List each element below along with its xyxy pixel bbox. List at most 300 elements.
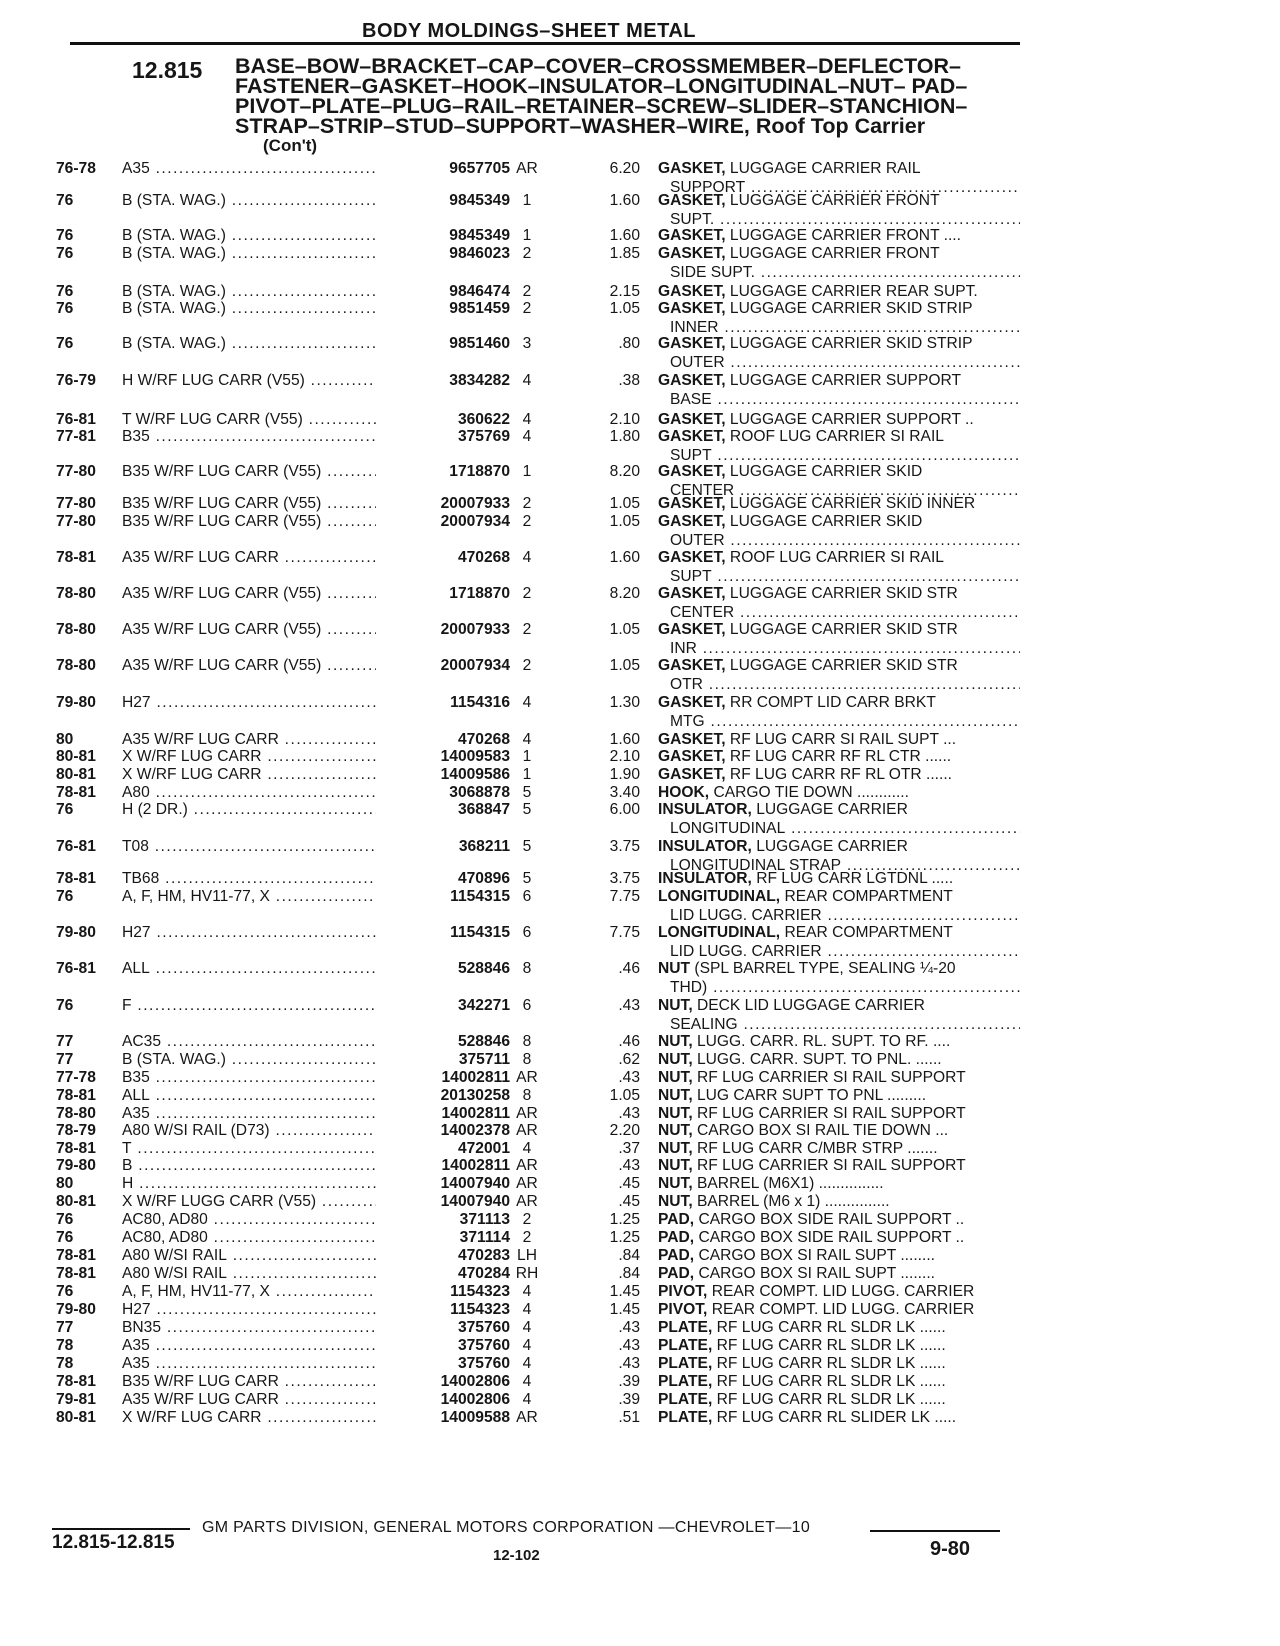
description-keyword: GASKET, [658,372,726,389]
description-keyword: NUT, [658,997,693,1014]
model-application: B (STA. WAG.) ..... [122,1051,404,1070]
part-number: 9851459 [376,300,510,319]
model-application: B35 W/RF LUG CARR (V55) ..... [122,463,404,482]
description-keyword: PLATE, [658,1319,713,1336]
quantity: 5 [522,784,532,801]
part-number: 375769 [376,428,510,447]
model-application: A35 W/RF LUG CARR ..... [122,731,404,750]
quantity: 2 [522,495,532,512]
price: 1.60 [609,192,640,209]
description-text: LUGGAGE CARRIER SUPPORT .. [725,411,974,428]
quantity: 4 [522,1301,532,1318]
quantity: AR [516,1157,538,1174]
part-number: 20007933 [376,495,510,514]
price: .45 [618,1175,640,1192]
model-application: AC80, AD80 ..... [122,1211,404,1230]
description-text: BARREL (M6X1) ............... [692,1175,884,1192]
model-application: B (STA. WAG.) ..... [122,192,404,211]
quantity: 4 [522,694,532,711]
quantity: 4 [522,411,532,428]
description-keyword: NUT, [658,1157,693,1174]
quantity: 2 [522,283,532,300]
part-description [658,1373,1020,1392]
description-keyword: NUT, [658,1193,693,1210]
part-number: 9657705 [376,160,510,179]
description-text: CARGO BOX SI RAIL SUPT ........ [694,1265,936,1282]
part-description [658,585,1020,622]
part-number: 1154316 [376,694,510,713]
description-text: (SPL BARREL TYPE, SEALING ¼-20 [690,960,956,977]
description-keyword: GASKET, [658,513,726,530]
year-range: 78-81 [56,1087,96,1104]
year-range: 76 [56,1283,74,1300]
part-number: 14002806 [376,1373,510,1392]
year-range: 78-79 [56,1122,96,1139]
model-application: ALL ..... [122,1087,404,1106]
price: 1.05 [609,621,640,638]
description-text: RF LUG CARRIER SI RAIL SUPPORT [692,1105,966,1122]
model-application: X W/RF LUGG CARR (V55) ..... [122,1193,404,1212]
price: 1.60 [609,549,640,566]
price: .43 [618,1319,640,1336]
description-continuation: THD) ..... [658,979,1020,998]
year-range: 79-80 [56,1157,96,1174]
part-description [658,1319,1020,1338]
description-keyword: NUT, [658,1033,693,1050]
model-application: B (STA. WAG.) ..... [122,335,404,354]
description-text: LUGG. CARR. RL. SUPT. TO RF. .... [692,1033,951,1050]
model-application: B (STA. WAG.) ..... [122,300,404,319]
model-application: AC80, AD80 ..... [122,1229,404,1248]
parts-row [0,621,1280,661]
description-continuation: SUPT ..... [658,568,1020,587]
part-description [658,1051,1020,1070]
quantity: 2 [522,657,532,674]
year-range: 80 [56,1175,74,1192]
description-keyword: PIVOT, [658,1283,708,1300]
price: .43 [618,1157,640,1174]
year-range: 77 [56,1033,74,1050]
year-range: 76-81 [56,960,96,977]
year-range: 78-80 [56,585,96,602]
description-continuation: SIDE SUPT. ..... [658,264,1020,283]
description-text: REAR COMPT. LID LUGG. CARRIER [707,1283,975,1300]
part-description [658,1301,1020,1320]
price: 2.20 [609,1122,640,1139]
price: 3.40 [609,784,640,801]
continued-label: (Con't) [263,136,318,155]
part-number: 1154323 [376,1301,510,1320]
year-range: 78-80 [56,657,96,674]
parts-row [0,335,1280,375]
model-application: T08 ..... [122,838,404,857]
part-number: 1154315 [376,888,510,907]
description-text: RF LUG CARR RL SLDR LK ...... [712,1337,946,1354]
model-application: AC35 ..... [122,1033,404,1052]
part-number: 1154315 [376,924,510,943]
part-number: 1718870 [376,463,510,482]
year-range: 80-81 [56,1193,96,1210]
description-continuation: SUPT. ..... [658,211,1020,230]
description-text: LUGGAGE CARRIER FRONT .... [725,227,961,244]
price: .43 [618,997,640,1014]
model-application: H (2 DR.) ..... [122,801,404,820]
price: .51 [618,1409,640,1426]
description-keyword: GASKET, [658,245,726,262]
description-text: CARGO BOX SIDE RAIL SUPPORT .. [694,1211,965,1228]
price: .62 [618,1051,640,1068]
model-application: B ..... [122,1157,404,1176]
price: 1.05 [609,300,640,317]
parts-row [0,997,1280,1037]
description-keyword: GASKET, [658,549,726,566]
description-keyword: LONGITUDINAL, [658,888,781,905]
description-text: LUGGAGE CARRIER SKID INNER [725,495,976,512]
description-keyword: NUT, [658,1105,693,1122]
part-description [658,1069,1020,1088]
part-number: 528846 [376,1033,510,1052]
year-range: 78 [56,1337,74,1354]
part-description [658,1337,1020,1356]
part-number: 470268 [376,549,510,568]
model-application: B35 W/RF LUG CARR (V55) ..... [122,495,404,514]
description-text: CARGO BOX SI RAIL SUPT ........ [694,1247,936,1264]
year-range: 76-79 [56,372,96,389]
quantity: 2 [522,300,532,317]
quantity: 2 [522,1211,532,1228]
description-keyword: PIVOT, [658,1301,708,1318]
model-application: B35 ..... [122,1069,404,1088]
description-text: ROOF LUG CARRIER SI RAIL [725,428,944,445]
part-number: 14002811 [376,1069,510,1088]
description-keyword: PAD, [658,1211,695,1228]
part-description [658,428,1020,465]
quantity: 4 [522,1373,532,1390]
part-description [658,960,1020,997]
part-description [658,1247,1020,1266]
price: .39 [618,1391,640,1408]
quantity: AR [516,1069,538,1086]
description-keyword: GASKET, [658,621,726,638]
part-number: 1154323 [376,1283,510,1302]
description-keyword: PLATE, [658,1373,713,1390]
year-range: 79-80 [56,694,96,711]
price: 8.20 [609,585,640,602]
part-description [658,1105,1020,1124]
model-application: A35 W/RF LUG CARR (V55) ..... [122,621,404,640]
description-continuation: LONGITUDINAL ..... [658,820,1020,839]
parts-row [0,960,1280,1000]
part-description [658,549,1020,586]
part-description [658,766,1020,785]
model-application: A80 W/SI RAIL ..... [122,1265,404,1284]
part-number: 528846 [376,960,510,979]
price: 8.20 [609,463,640,480]
description-continuation: LID LUGG. CARRIER ..... [658,943,1020,962]
description-text: LUGGAGE CARRIER SKID [725,513,923,530]
footer-rule-right [870,1530,1000,1532]
description-text: REAR COMPARTMENT [780,888,953,905]
description-text: LUGGAGE CARRIER SKID STRIP [725,335,973,352]
description-keyword: INSULATOR, [658,838,752,855]
description-continuation: OTR ..... [658,676,1020,695]
quantity: AR [516,1105,538,1122]
part-description [658,1157,1020,1176]
description-keyword: GASKET, [658,657,726,674]
description-keyword: INSULATOR, [658,870,752,887]
parts-row [0,585,1280,625]
description-keyword: PAD, [658,1229,695,1246]
part-number: 20007934 [376,657,510,676]
part-number: 375711 [376,1051,510,1070]
part-description [658,1087,1020,1106]
year-range: 78-81 [56,1247,96,1264]
description-keyword: GASKET, [658,495,726,512]
description-keyword: GASKET, [658,748,726,765]
price: 1.45 [609,1301,640,1318]
description-text: CARGO BOX SI RAIL TIE DOWN ... [692,1122,949,1139]
model-application: X W/RF LUG CARR ..... [122,1409,404,1428]
year-range: 80-81 [56,748,96,765]
model-application: A35 ..... [122,1337,404,1356]
price: 2.15 [609,283,640,300]
price: .84 [618,1265,640,1282]
part-description [658,1193,1020,1212]
price: .37 [618,1140,640,1157]
part-description [658,192,1020,229]
model-application: A35 ..... [122,160,404,179]
description-keyword: GASKET, [658,160,726,177]
section-title-line-4: STRAP–STRIP–STUD–SUPPORT–WASHER–WIRE, Roof Top Carrier [235,114,926,138]
quantity: 4 [522,1391,532,1408]
year-range: 78-81 [56,784,96,801]
description-text: LUGGAGE CARRIER [751,801,908,818]
footer-page-number: 12-102 [493,1547,540,1564]
quantity: 4 [522,1140,532,1157]
part-description [658,513,1020,550]
price: 2.10 [609,411,640,428]
part-description [658,1355,1020,1374]
price: .80 [618,335,640,352]
year-range: 76-81 [56,411,96,428]
year-range: 79-81 [56,1391,96,1408]
price: 6.20 [609,160,640,177]
quantity: 4 [522,1319,532,1336]
model-application: F ..... [122,997,404,1016]
parts-row [0,694,1280,734]
description-text: RF LUG CARR RF RL CTR ...... [725,748,952,765]
part-description [658,495,1020,514]
model-application: BN35 ..... [122,1319,404,1338]
description-continuation: CENTER ..... [658,482,1020,501]
description-keyword: LONGITUDINAL, [658,924,781,941]
year-range: 76 [56,283,74,300]
part-description [658,227,1020,246]
part-number: 470268 [376,731,510,750]
year-range: 79-80 [56,924,96,941]
description-text: ROOF LUG CARRIER SI RAIL [725,549,944,566]
description-text: RF LUG CARR RL SLDR LK ...... [712,1355,946,1372]
model-application: B (STA. WAG.) ..... [122,227,404,246]
price: 1.45 [609,1283,640,1300]
model-application: B35 ..... [122,428,404,447]
part-description [658,245,1020,282]
part-number: 3068878 [376,784,510,803]
quantity: 1 [522,748,532,765]
part-number: 470283 [376,1247,510,1266]
description-text: LUGGAGE CARRIER SKID [725,463,923,480]
part-number: 342271 [376,997,510,1016]
year-range: 78-81 [56,870,96,887]
year-range: 76-81 [56,838,96,855]
description-keyword: NUT, [658,1140,693,1157]
part-description [658,1033,1020,1052]
quantity: RH [515,1265,539,1282]
description-keyword: GASKET, [658,463,726,480]
year-range: 80-81 [56,766,96,783]
year-range: 76 [56,1229,74,1246]
year-range: 77-80 [56,463,96,480]
description-keyword: PAD, [658,1247,695,1264]
quantity: AR [516,160,538,177]
model-application: B35 W/RF LUG CARR (V55) ..... [122,513,404,532]
model-application: ALL ..... [122,960,404,979]
part-number: 14007940 [376,1193,510,1212]
section-title-line-3: PIVOT–PLATE–PLUG–RAIL–RETAINER–SCREW–SLIDER–STANCHION– [235,94,968,118]
part-description [658,1283,1020,1302]
model-application: H W/RF LUG CARR (V55) ..... [122,372,404,391]
description-text: RF LUG CARR LGTDNL ..... [751,870,954,887]
price: .39 [618,1373,640,1390]
price: .46 [618,1033,640,1050]
quantity: AR [516,1193,538,1210]
description-text: LUGGAGE CARRIER SUPPORT [725,372,961,389]
page-header-title: BODY MOLDINGS–SHEET METAL [362,20,697,42]
price: 1.25 [609,1229,640,1246]
description-text: RF LUG CARR SI RAIL SUPT ... [725,731,957,748]
description-keyword: GASKET, [658,283,726,300]
part-description [658,888,1020,925]
quantity: 2 [522,513,532,530]
part-number: 14002378 [376,1122,510,1141]
quantity: 6 [522,888,532,905]
part-number: 371113 [376,1211,510,1230]
year-range: 76 [56,888,74,905]
quantity: 4 [522,1337,532,1354]
part-number: 368847 [376,801,510,820]
year-range: 77 [56,1319,74,1336]
part-description [658,1175,1020,1194]
year-range: 77-80 [56,513,96,530]
description-continuation: SEALING ..... [658,1016,1020,1035]
model-application: T ..... [122,1140,404,1159]
part-number: 9851460 [376,335,510,354]
model-application: A35 W/RF LUG CARR ..... [122,549,404,568]
parts-row [0,657,1280,697]
description-keyword: PLATE, [658,1391,713,1408]
year-range: 76 [56,227,74,244]
description-text: BARREL (M6 x 1) ............... [692,1193,890,1210]
description-continuation: SUPT ..... [658,447,1020,466]
price: 1.05 [609,1087,640,1104]
description-keyword: GASKET, [658,766,726,783]
description-keyword: GASKET, [658,694,726,711]
model-application: B (STA. WAG.) ..... [122,283,404,302]
part-description [658,694,1020,731]
model-application: A80 W/SI RAIL (D73) ..... [122,1122,404,1141]
description-continuation: INR ..... [658,640,1020,659]
quantity: 5 [522,870,532,887]
price: .43 [618,1069,640,1086]
part-number: 470284 [376,1265,510,1284]
description-text: RF LUG CARR RF RL OTR ...... [725,766,953,783]
part-description [658,1140,1020,1159]
model-application: H27 ..... [122,1301,404,1320]
model-application: T W/RF LUG CARR (V55) ..... [122,411,404,430]
description-text: RF LUG CARR C/MBR STRP ....... [692,1140,938,1157]
year-range: 76-78 [56,160,96,177]
part-number: 360622 [376,411,510,430]
part-number: 375760 [376,1319,510,1338]
description-continuation: BASE ..... [658,391,1020,410]
description-text: RF LUG CARR RL SLDR LK ...... [712,1391,946,1408]
description-text: LUGGAGE CARRIER RAIL [725,160,921,177]
part-description [658,1229,1020,1248]
description-keyword: NUT, [658,1122,693,1139]
year-range: 77-80 [56,495,96,512]
description-keyword: PAD, [658,1265,695,1282]
year-range: 77-78 [56,1069,96,1086]
description-keyword: GASKET, [658,300,726,317]
price: 3.75 [609,838,640,855]
part-number: 9846474 [376,283,510,302]
year-range: 78-81 [56,1265,96,1282]
section-title-line-2: FASTENER–GASKET–HOOK–INSULATOR–LONGITUDINAL–NUT– PAD– [235,74,968,98]
description-keyword: GASKET, [658,335,726,352]
year-range: 78 [56,1355,74,1372]
quantity: 6 [522,997,532,1014]
quantity: 1 [522,463,532,480]
price: .46 [618,960,640,977]
description-text: RF LUG CARR RL SLIDER LK ..... [712,1409,957,1426]
model-application: B35 W/RF LUG CARR ..... [122,1373,404,1392]
price: 1.60 [609,731,640,748]
description-text: RF LUG CARR RL SLDR LK ...... [712,1319,946,1336]
quantity: 1 [522,227,532,244]
description-text: LUG CARR SUPT TO PNL ......... [692,1087,927,1104]
description-text: LUGGAGE CARRIER FRONT [725,192,940,209]
part-number: 14009588 [376,1409,510,1428]
description-text: RF LUG CARRIER SI RAIL SUPPORT [692,1069,966,1086]
parts-row [0,924,1280,964]
description-keyword: PLATE, [658,1337,713,1354]
description-keyword: HOOK, [658,784,710,801]
part-number: 375760 [376,1337,510,1356]
year-range: 78-80 [56,621,96,638]
year-range: 77-81 [56,428,96,445]
description-keyword: NUT, [658,1087,693,1104]
price: 7.75 [609,924,640,941]
description-keyword: GASKET, [658,411,726,428]
price: .43 [618,1355,640,1372]
part-number: 368211 [376,838,510,857]
price: .45 [618,1193,640,1210]
part-description [658,801,1020,838]
part-description [658,621,1020,658]
description-text: DECK LID LUGGAGE CARRIER [692,997,925,1014]
description-keyword: GASKET, [658,585,726,602]
quantity: 3 [522,335,532,352]
